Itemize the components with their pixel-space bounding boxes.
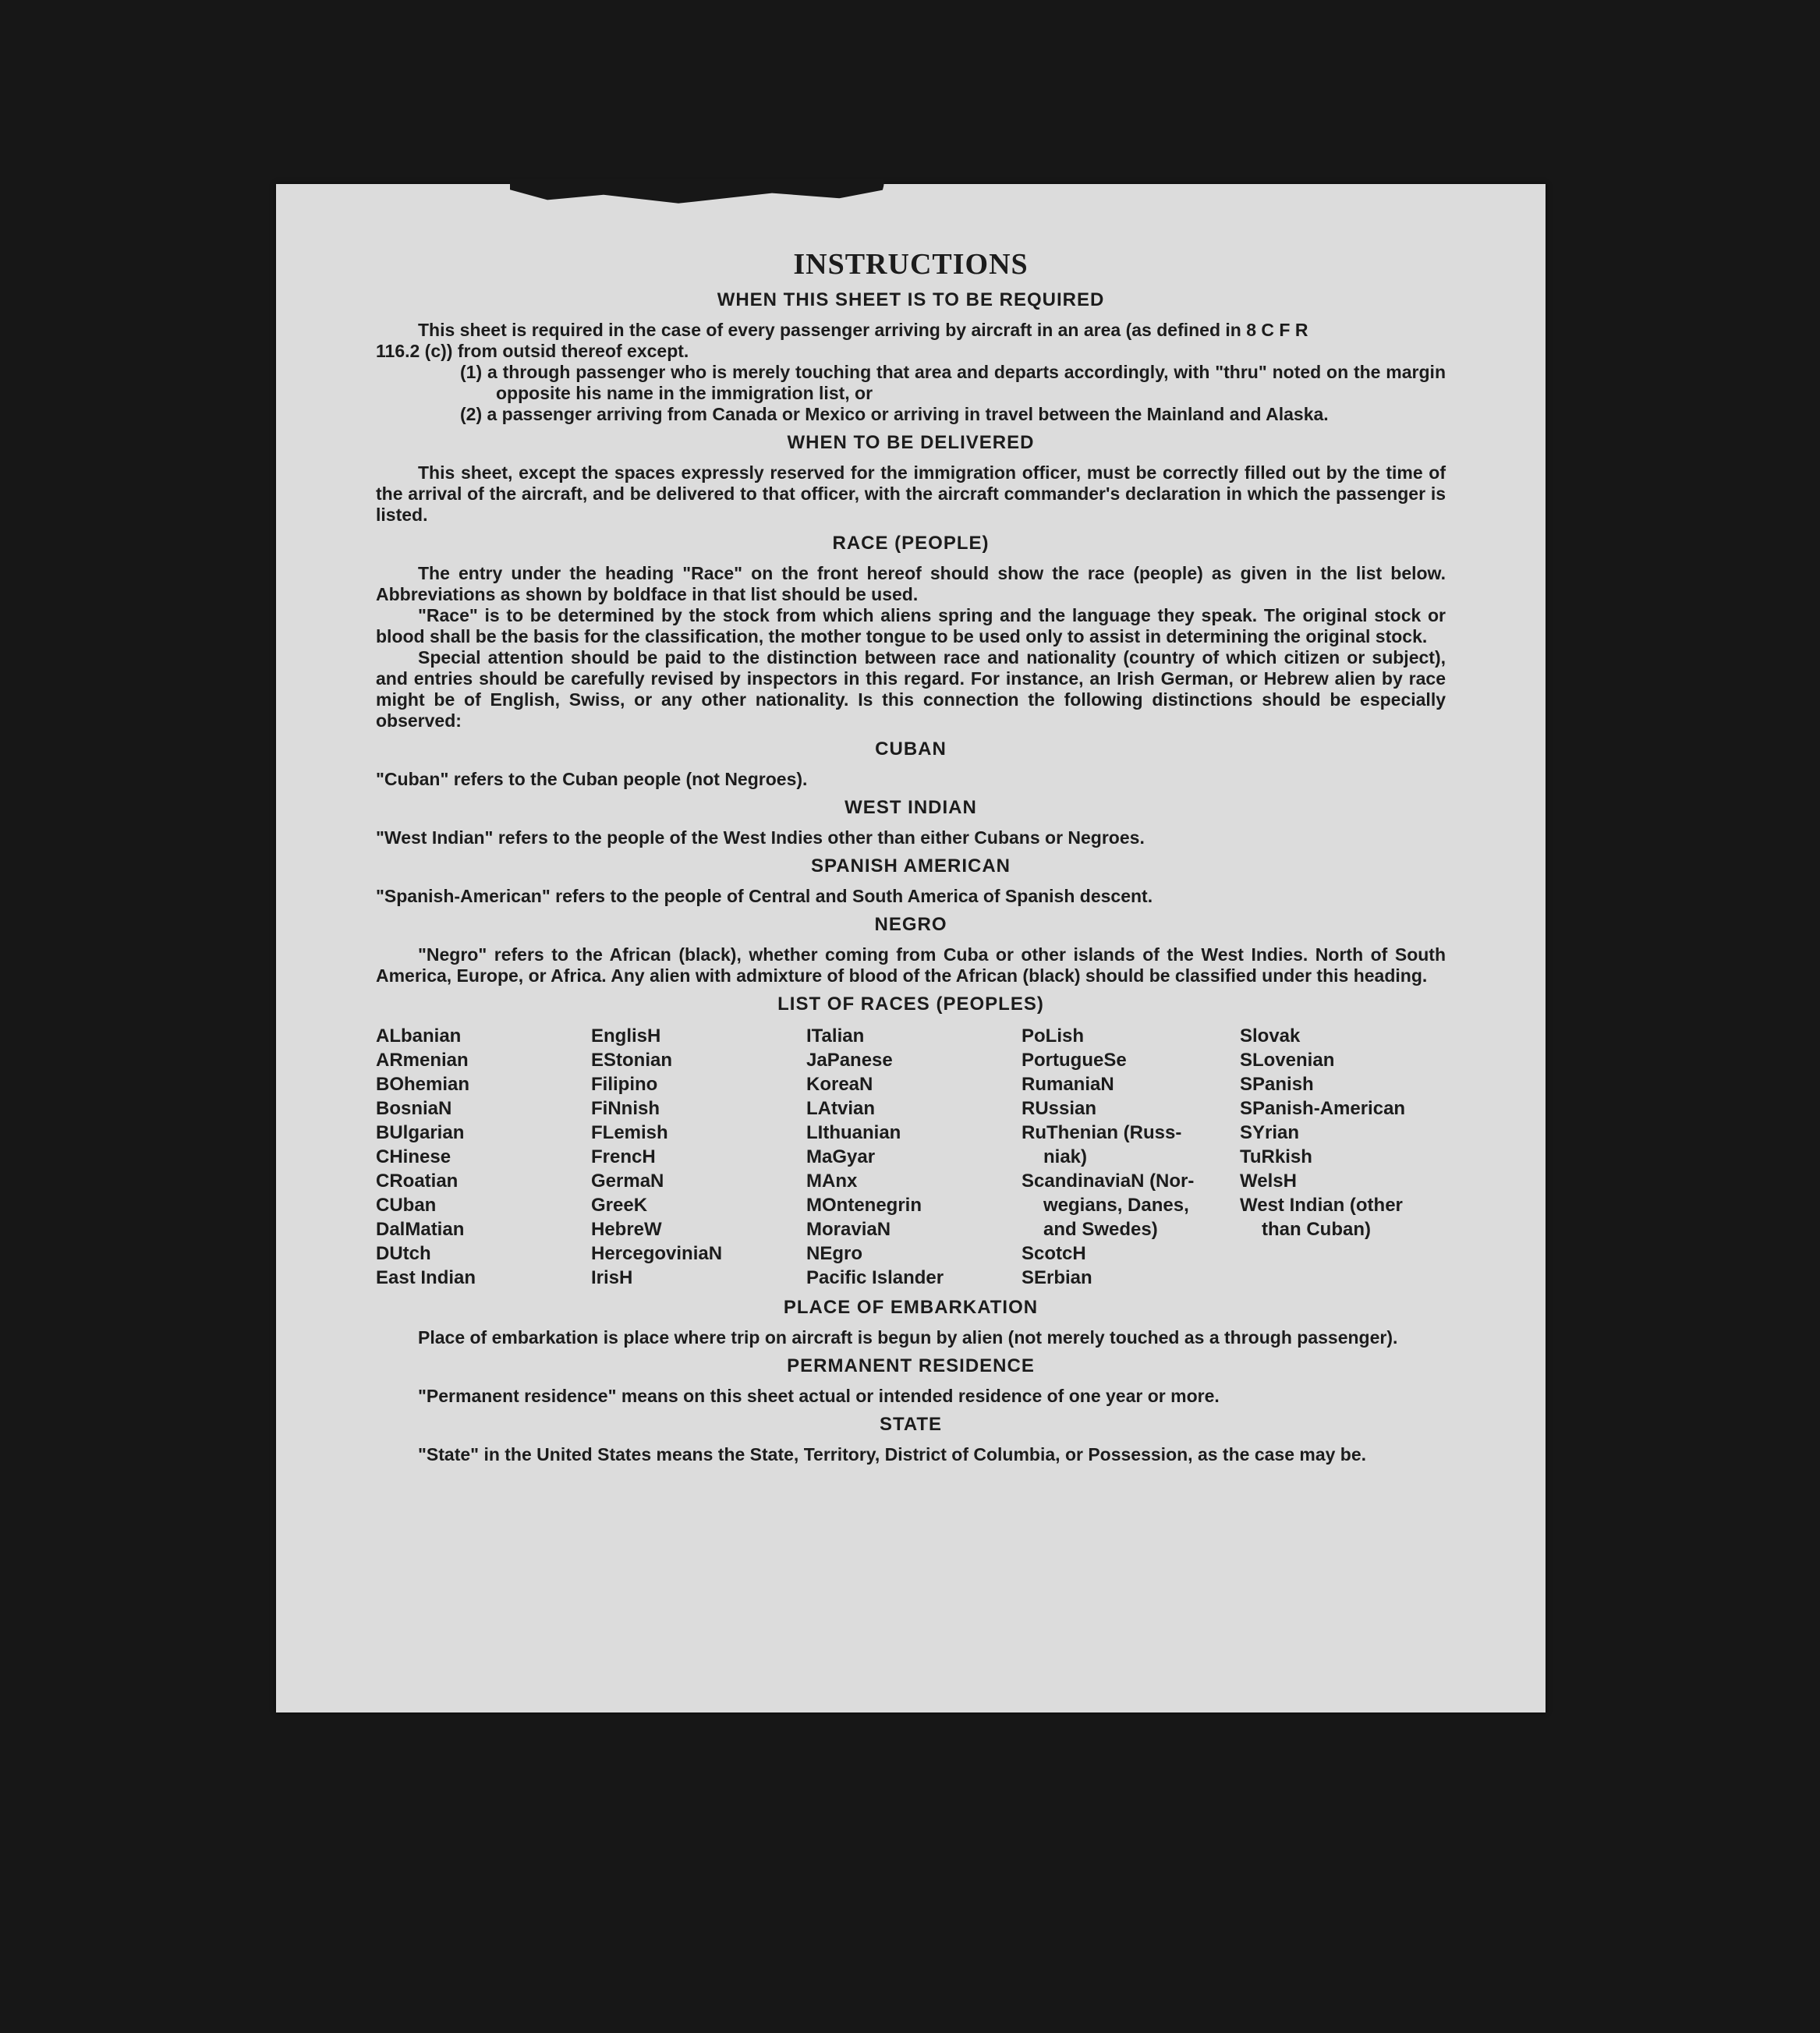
torn-edge [510, 179, 884, 214]
race-entry: LAtvian [806, 1098, 876, 1119]
race-entry: DalMatian [376, 1219, 465, 1240]
race-entry: ARmenian [376, 1050, 469, 1071]
heading-state: STATE [879, 1414, 943, 1435]
race-entry: East Indian [376, 1267, 476, 1288]
race-entry: SLovenian [1240, 1050, 1335, 1071]
race-entry: SErbian [1022, 1267, 1092, 1288]
race-entry: ITalian [806, 1025, 865, 1047]
race-entry: EStonian [591, 1050, 673, 1071]
race-entry: JaPanese [806, 1050, 893, 1071]
races-table [376, 1024, 1446, 1290]
race-entry: MAnx [806, 1171, 858, 1192]
race-entry: MoraviaN [806, 1219, 891, 1240]
document-content [376, 246, 1446, 1465]
races-column-2 [591, 1024, 806, 1290]
races-column-4 [1022, 1024, 1240, 1290]
race-entry: TuRkish [1240, 1146, 1312, 1167]
intro-line-2: 116.2 (c)) from outsid thereof except. [376, 341, 689, 361]
race-entry: BUlgarian [376, 1122, 465, 1143]
race-entry: RUssian [1022, 1098, 1097, 1119]
race-entry: GreeK [591, 1195, 648, 1216]
negro-text: "Negro" refers to the African (black), whether coming from Cuba or other islands of the West Indies. North of South America, Europe, or Africa. Any alien with admixture of blood of the African (black) should be classified under this heading. [376, 944, 1446, 986]
race-entry: SYrian [1240, 1122, 1300, 1143]
races-column-5 [1240, 1024, 1446, 1290]
heading-spanish-american: SPANISH AMERICAN [810, 855, 1011, 877]
races-column-1 [376, 1024, 591, 1290]
residence-text: "Permanent residence" means on this sheet actual or intended residence of one year or more. [418, 1386, 1220, 1406]
race-entry-continuation: and Swedes) [1043, 1219, 1158, 1240]
race-entry: SPanish [1240, 1074, 1314, 1095]
race-entry: HebreW [591, 1219, 662, 1240]
race-entry: ScandinaviaN (Nor- [1022, 1171, 1195, 1192]
race-entry: MOntenegrin [806, 1195, 922, 1216]
document-page [276, 184, 1546, 1712]
race-paragraph-1: The entry under the heading "Race" on the front hereof should show the race (people) as given in the list below. Abbreviations as shown by boldface in that list should be used. [376, 563, 1446, 604]
race-entry: SPanish-American [1240, 1098, 1406, 1119]
race-entry: MaGyar [806, 1146, 876, 1167]
heading-list-of-races: LIST OF RACES (PEOPLES) [777, 993, 1044, 1015]
west-indian-text: "West Indian" refers to the people of the West Indies other than either Cubans or Negroes. [376, 827, 1145, 848]
exception-item-2: (2) a passenger arriving from Canada or Mexico or arriving in travel between the Mainland and Alaska. [460, 404, 1329, 424]
race-entry: DUtch [376, 1243, 431, 1264]
race-entry-continuation: niak) [1043, 1146, 1088, 1167]
race-entry-continuation: wegians, Danes, [1043, 1195, 1189, 1216]
heading-cuban: CUBAN [875, 738, 947, 760]
heading-embarkation: PLACE OF EMBARKATION [783, 1297, 1039, 1318]
race-entry: WelsH [1240, 1171, 1297, 1192]
heading-when-delivered: WHEN TO BE DELIVERED [787, 432, 1035, 453]
heading-when-required: WHEN THIS SHEET IS TO BE REQUIRED [717, 289, 1105, 310]
spanish-american-text: "Spanish-American" refers to the people of Central and South America of Spanish descent. [376, 886, 1153, 906]
race-entry: BOhemian [376, 1074, 470, 1095]
race-entry: EnglisH [591, 1025, 661, 1047]
race-entry: Filipino [591, 1074, 658, 1095]
race-entry: Pacific Islander [806, 1267, 944, 1288]
race-entry: FLemish [591, 1122, 668, 1143]
race-entry: LIthuanian [806, 1122, 901, 1143]
race-entry: CHinese [376, 1146, 451, 1167]
document-title: INSTRUCTIONS [793, 248, 1029, 281]
race-paragraph-2: "Race" is to be determined by the stock from which aliens spring and the language they speak. The original stock or blood shall be the basis for the classification, the mother tongue to be used only to assist in determining the original stock. [376, 605, 1446, 646]
races-column-3 [806, 1024, 1022, 1290]
race-entry: HercegoviniaN [591, 1243, 723, 1264]
race-entry-continuation: than Cuban) [1262, 1219, 1371, 1240]
race-entry: GermaN [591, 1171, 664, 1192]
cuban-text: "Cuban" refers to the Cuban people (not Negroes). [376, 769, 808, 789]
heading-west-indian: WEST INDIAN [844, 797, 977, 818]
intro-line-1: This sheet is required in the case of every passenger arriving by aircraft in an area (as defined in 8 C F R [418, 320, 1308, 340]
race-entry: ALbanian [376, 1025, 462, 1047]
race-entry: NEgro [806, 1243, 862, 1264]
race-entry: FiNnish [591, 1098, 660, 1119]
delivered-text: This sheet, except the spaces expressly reserved for the immigration officer, must be correctly filled out by the time of the arrival of the aircraft, and be delivered to that officer, with the aircraft commander's declaration in which the passenger is listed. [376, 462, 1446, 525]
race-entry: CUban [376, 1195, 437, 1216]
race-entry: ScotcH [1022, 1243, 1086, 1264]
heading-negro: NEGRO [874, 914, 947, 935]
race-entry: CRoatian [376, 1171, 459, 1192]
race-entry: BosniaN [376, 1098, 452, 1119]
race-entry: IrisH [591, 1267, 633, 1288]
embarkation-text: Place of embarkation is place where trip on aircraft is begun by alien (not merely touched as a through passenger). [418, 1327, 1398, 1348]
state-text: "State" in the United States means the State, Territory, District of Columbia, or Possession, as the case may be. [418, 1444, 1367, 1465]
race-entry: RumaniaN [1022, 1074, 1114, 1095]
race-entry: KoreaN [806, 1074, 873, 1095]
race-entry: Slovak [1240, 1025, 1301, 1047]
race-entry: RuThenian (Russ- [1022, 1122, 1182, 1143]
race-entry: PortugueSe [1022, 1050, 1127, 1071]
heading-permanent-residence: PERMANENT RESIDENCE [787, 1355, 1035, 1376]
race-entry: West Indian (other [1240, 1195, 1403, 1216]
race-entry: PoLish [1022, 1025, 1085, 1047]
race-entry: FrencH [591, 1146, 656, 1167]
heading-race: RACE (PEOPLE) [832, 533, 990, 554]
exception-item-1: (1) a through passenger who is merely touching that area and departs accordingly, with "thru" noted on the margin opposite his name in the immigration list, or [460, 362, 1446, 403]
race-paragraph-3: Special attention should be paid to the distinction between race and nationality (country of which citizen or subject), and entries should be carefully revised by inspectors in this regard. For instance, an Irish German, or Hebrew alien by race might be of English, Swiss, or any other nationality. Is this connection the following distinctions should be especially observed: [376, 647, 1446, 731]
